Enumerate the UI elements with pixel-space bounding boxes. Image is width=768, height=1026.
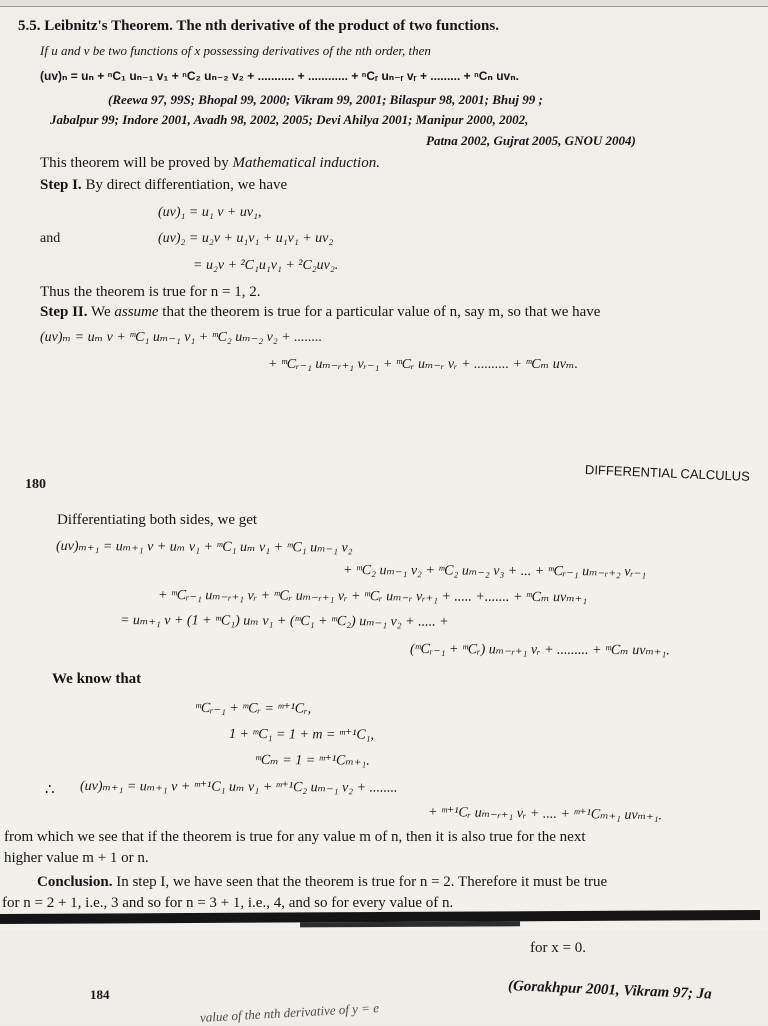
step-one-line bbox=[40, 177, 287, 194]
leibnitz-formula: (uv)ₙ = uₙ + ⁿC₁ uₙ₋₁ v₁ + ⁿC₂ uₙ₋₂ v₂ + ........... + ............ + ⁿCᵣ uₙ₋ᵣ vᵣ + ......... + ⁿCₙ uvₙ. bbox=[40, 69, 520, 83]
page-number-180: 180 bbox=[25, 477, 46, 492]
for-x-text: for x = 0. bbox=[530, 940, 586, 956]
derivation-line-4: = uₘ₊₁ v + (1 + ᵐC₁) uₘ v₁ + (ᵐC₁ + ᵐC₂) uₘ₋₁ v₂ + ..... + bbox=[119, 613, 449, 630]
conclusion-label: Conclusion. bbox=[37, 874, 113, 890]
conclusion-line-1 bbox=[37, 874, 607, 891]
equation-first-derivative: (uv)₁ = u₁ v + uv₁, bbox=[158, 205, 262, 220]
equation-second-derivative-simplified: = u₂v + ²C₁u₁v₁ + ²C₂uv₂. bbox=[193, 258, 339, 273]
result-line-1: (uv)ₘ₊₁ = uₘ₊₁ v + ᵐ⁺¹C₁ uₘ v₁ + ᵐ⁺¹C₂ uₘ₋₁ v₂ + ........ bbox=[79, 779, 398, 796]
section-heading bbox=[18, 18, 499, 35]
therefore-symbol: ∴ bbox=[45, 782, 55, 798]
proof-method: Mathematical induction. bbox=[232, 155, 380, 171]
result-line-2: + ᵐ⁺¹Cᵣ uₘ₋ᵣ₊₁ vᵣ + .... + ᵐ⁺¹Cₘ₊₁ uvₘ₊₁. bbox=[427, 805, 663, 824]
step-one-label: Step I. bbox=[40, 177, 82, 193]
value-nth-derivative-text: value of the nth derivative of y = e bbox=[199, 1000, 380, 1025]
upper-page-section bbox=[0, 0, 768, 440]
step-two-we: We bbox=[87, 304, 115, 320]
step-two-line bbox=[40, 304, 600, 321]
section-number: 5.5. bbox=[18, 18, 41, 34]
step-two-label: Step II. bbox=[40, 304, 88, 320]
step-two-assume: assume bbox=[114, 304, 159, 320]
equation-mth-derivative-cont: + ᵐCᵣ₋₁ uₘ₋ᵣ₊₁ vᵣ₋₁ + ᵐCᵣ uₘ₋ᵣ vᵣ + .......... + ᵐCₘ uvₘ. bbox=[268, 357, 579, 372]
inference-line-1: from which we see that if the theorem is true for any value m of n, then it is also true for the next bbox=[4, 829, 586, 845]
references-line-1: (Reewa 97, 99S; Bhopal 99, 2000; Vikram 99, 2001; Bilaspur 98, 2001; Bhuj 99 ; bbox=[108, 92, 543, 107]
we-know-text: We know that bbox=[52, 671, 142, 687]
equation-second-derivative: (uv)₂ = u₂v + u₁v₁ + u₁v₁ + uv₂ bbox=[158, 231, 334, 246]
derivation-line-2: + ᵐC₂ uₘ₋₁ v₂ + ᵐC₂ uₘ₋₂ v₃ + ... + ᵐCᵣ₋₁ uₘ₋ᵣ₊₂ vᵣ₋₁ bbox=[342, 563, 647, 580]
running-head: DIFFERENTIAL CALCULUS bbox=[584, 462, 751, 484]
derivation-line-3: + ᵐCᵣ₋₁ uₘ₋ᵣ₊₁ vᵣ + ᵐCᵣ uₘ₋ᵣ₊₁ vᵣ + ᵐCᵣ uₘ₋ᵣ vᵣ₊₁ + ..... +....... + ᵐCₘ uvₘ₊₁ bbox=[157, 588, 588, 606]
page-number-184: 184 bbox=[90, 987, 110, 1002]
derivation-line-1: (uv)ₘ₊₁ = uₘ₊₁ v + uₘ v₁ + ᵐC₁ uₘ v₁ + ᵐC₁ uₘ₋₁ v₂ bbox=[55, 539, 353, 556]
and-label: and bbox=[40, 231, 61, 246]
differentiating-text: Differentiating both sides, we get bbox=[57, 512, 258, 528]
inference-line-2: higher value m + 1 or n. bbox=[4, 850, 149, 866]
thus-statement: Thus the theorem is true for n = 1, 2. bbox=[40, 284, 261, 300]
derivation-line-5: (ᵐCᵣ₋₁ + ᵐCᵣ) uₘ₋ᵣ₊₁ vᵣ + ......... + ᵐCₘ uvₘ₊₁. bbox=[409, 642, 670, 659]
identity-2: 1 + ᵐC₁ = 1 + m = ᵐ⁺¹C₁, bbox=[228, 727, 375, 743]
conclusion-text-1: In step I, we have seen that the theorem is true for n = 2. Therefore it must be true bbox=[112, 874, 608, 890]
equation-mth-derivative: (uv)ₘ = uₘ v + ᵐC₁ uₘ₋₁ v₁ + ᵐC₂ uₘ₋₂ v₂ + ........ bbox=[40, 330, 323, 345]
references-line-2: Jabalpur 99; Indore 2001, Avadh 98, 2002, 2005; Devi Ahilya 2001; Manipur 2000, 2002, bbox=[50, 112, 529, 127]
identity-1: ᵐCᵣ₋₁ + ᵐCᵣ = ᵐ⁺¹Cᵣ, bbox=[194, 701, 312, 717]
lower-page-section bbox=[0, 930, 768, 1024]
step-two-rest: that the theorem is true for a particular value of n, say m, so that we have bbox=[158, 304, 601, 320]
bottom-references: (Gorakhpur 2001, Vikram 97; Ja bbox=[507, 978, 712, 1003]
theorem-intro: If u and v be two functions of x possessing derivatives of the nth order, then bbox=[40, 43, 431, 58]
step-one-text: By direct differentiation, we have bbox=[81, 177, 288, 193]
proof-method-line bbox=[40, 155, 380, 172]
section-title: Leibnitz's Theorem. The nth derivative of the product of two functions. bbox=[44, 18, 499, 34]
proof-prefix: This theorem will be proved by bbox=[40, 155, 233, 171]
references-line-3: Patna 2002, Gujrat 2005, GNOU 2004) bbox=[426, 133, 636, 148]
conclusion-line-2: for n = 2 + 1, i.e., 3 and so for n = 3 + 1, i.e., 4, and so for every value of n. bbox=[2, 895, 454, 911]
identity-3: ᵐCₘ = 1 = ᵐ⁺¹Cₘ₊₁. bbox=[254, 753, 370, 769]
